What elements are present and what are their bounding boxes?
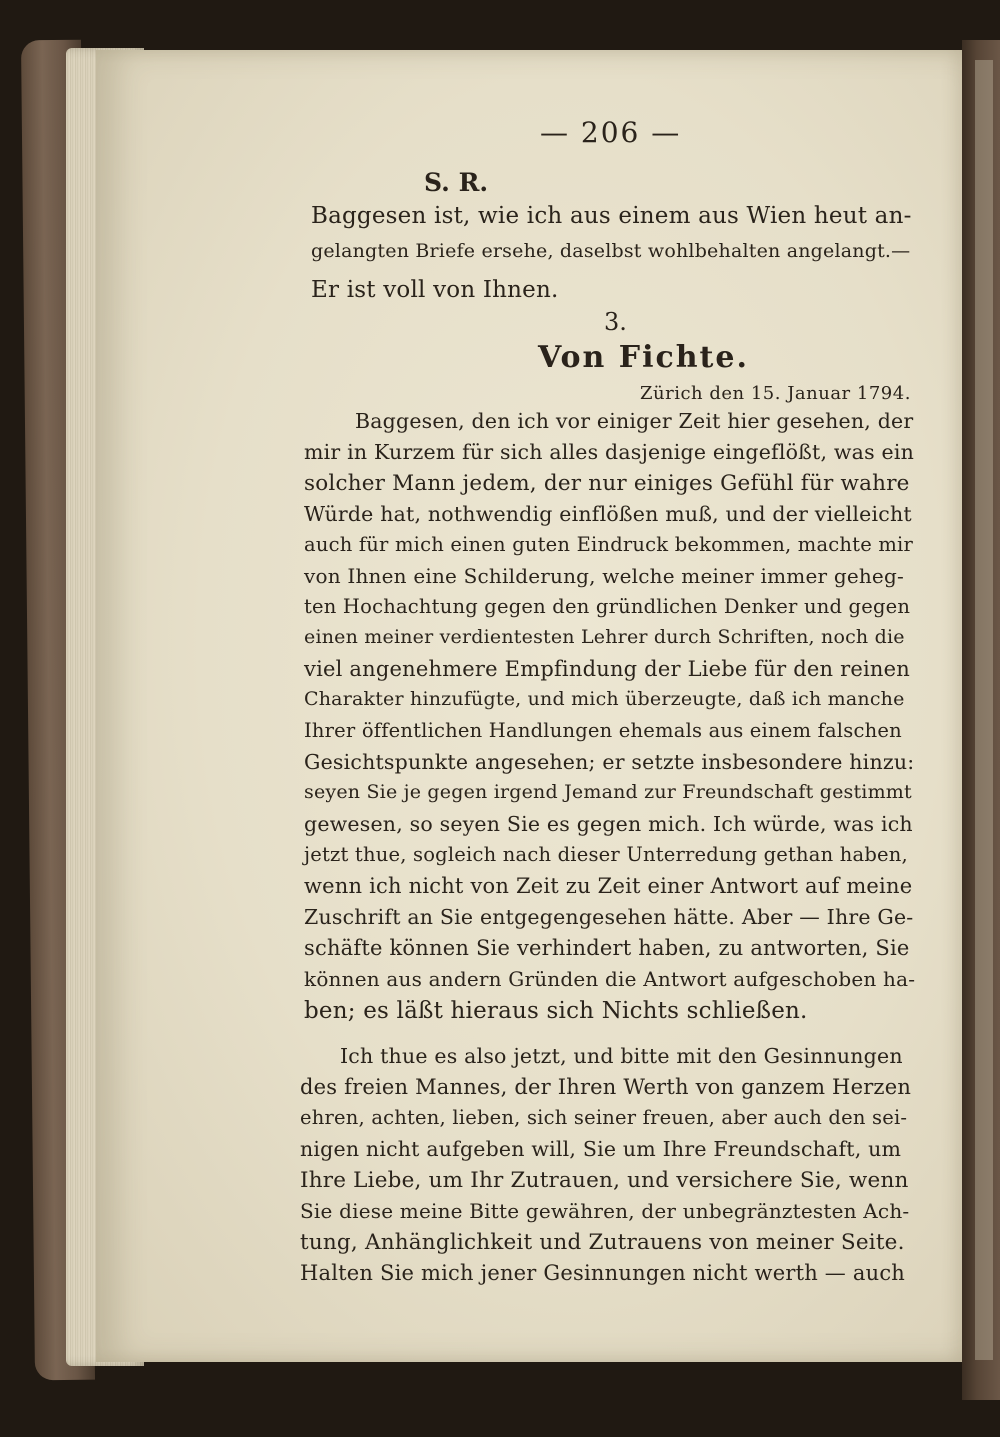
body-line: Charakter hinzufügte, und mich überzeugte, daß ich manche [304,688,905,710]
letter-title: Von Fichte. [538,340,749,375]
body-line: Halten Sie mich jener Gesinnungen nicht werth — auch [300,1261,906,1285]
body-line: Ihrer öffentlichen Handlungen ehemals aus einem falschen [304,719,902,742]
body-line: tung, Anhänglichkeit und Zutrauens von meiner Seite. [300,1230,905,1255]
body-line: auch für mich einen guten Eindruck bekommen, machte mir [304,533,913,556]
body-line: ehren, achten, lieben, sich seiner freuen, aber auch den sei- [300,1106,908,1129]
body-line: ten Hochachtung gegen den gründlichen Denker und gegen [304,595,911,618]
body-line: Baggesen, den ich vor einiger Zeit hier gesehen, der [355,409,914,433]
intro-line: Baggesen ist, wie ich aus einem aus Wien heut an- [311,203,912,229]
body-line: seyen Sie je gegen irgend Jemand zur Freundschaft gestimmt [304,781,912,803]
intro-line: gelangten Briefe ersehe, daselbst wohlbehalten angelangt.— [311,240,911,262]
body-line: solcher Mann jedem, der nur einiges Gefühl für wahre [304,471,910,496]
body-line: des freien Mannes, der Ihren Werth von ganzem Herzen [300,1075,912,1099]
body-line: Ihre Liebe, um Ihr Zutrauen, und versichere Sie, wenn [300,1168,909,1193]
body-line: Ich thue es also jetzt, und bitte mit den Gesinnungen [340,1044,903,1068]
body-line: können aus andern Gründen die Antwort aufgeschoben ha- [304,967,916,991]
body-line: gewesen, so seyen Sie es gegen mich. Ich würde, was ich [304,812,913,836]
body-line: Sie diese meine Bitte gewähren, der unbegränztesten Ach- [300,1199,910,1223]
body-line: Zuschrift an Sie entgegengesehen hätte. Aber — Ihre Ge- [304,905,914,929]
letter-number: 3. [604,308,627,336]
intro-line: Er ist voll von Ihnen. [311,277,559,303]
body-line: Würde hat, nothwendig einflößen muß, und der vielleicht [304,502,912,526]
signature-initials: S. R. [424,168,489,197]
body-line: viel angenehmere Empfindung der Liebe für den reinen [304,657,910,681]
body-line: einen meiner verdientesten Lehrer durch Schriften, noch die [304,626,905,648]
body-line: nigen nicht aufgeben will, Sie um Ihre Freundschaft, um [300,1137,902,1161]
body-line: wenn ich nicht von Zeit zu Zeit einer Antwort auf meine [304,874,913,898]
body-line: schäfte können Sie verhindert haben, zu antworten, Sie [304,936,910,960]
body-line: ben; es läßt hieraus sich Nichts schließen. [304,998,808,1024]
body-line: Gesichtspunkte angesehen; er setzte insbesondere hinzu: [304,750,915,774]
next-page-sliver [975,60,993,1360]
body-line: jetzt thue, sogleich nach dieser Unterredung gethan haben, [304,843,908,866]
page-number: — 206 — [540,116,682,149]
body-line: von Ihnen eine Schilderung, welche meiner immer geheg- [304,564,904,588]
body-line: mir in Kurzem für sich alles dasjenige eingeflößt, was ein [304,440,915,464]
letter-place-date: Zürich den 15. Januar 1794. [640,383,911,404]
